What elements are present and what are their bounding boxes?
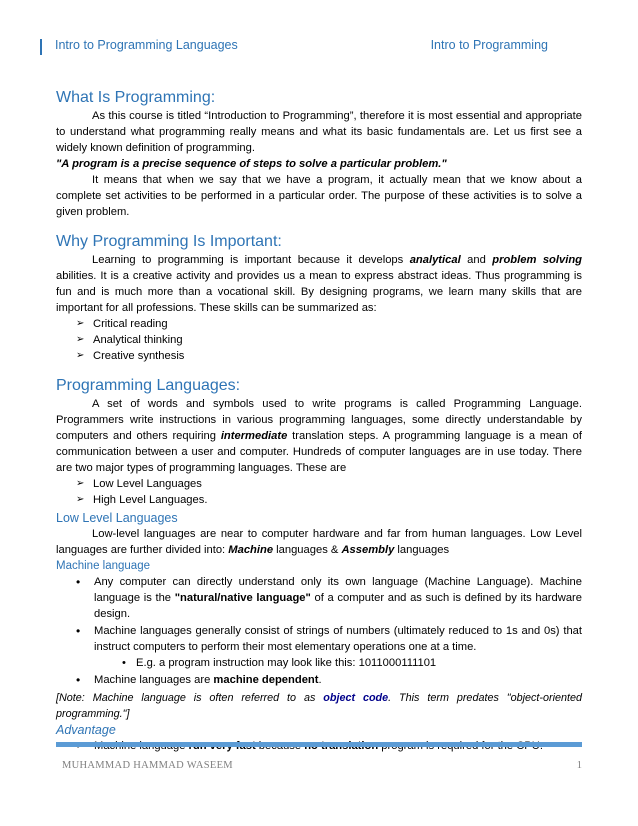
- list-item: [76, 574, 582, 622]
- arrow-bullet-icon: ➢: [76, 494, 85, 505]
- text-run: of a computer and as such is defined by its hardware design.: [94, 592, 582, 620]
- skills-list: [56, 316, 582, 364]
- footer-accent-bar: [56, 742, 582, 747]
- example-sublist: [94, 655, 582, 671]
- footer-author-name: MUHAMMAD HAMMAD WASEEM: [62, 760, 233, 771]
- heading-low-level-languages: Low Level Languages: [56, 511, 178, 525]
- emphasis-analytical: analytical: [409, 254, 461, 266]
- small-bullet-icon: •: [122, 657, 126, 669]
- text-run: abilities. It is a creative activity and provides us a mean to express abstract ideas. Thus programming is fun and is much more than a vocational skill. By designing programs, we learn many skills that are important for all professions. These skills can be summarized as:: [56, 270, 582, 314]
- text-run: languages &: [273, 544, 342, 556]
- arrow-bullet-icon: ➢: [76, 350, 85, 361]
- text-run: Learning to programming is important because it develops: [92, 254, 410, 266]
- text-run: A set of words and symbols used to write programs is called Programming Language. Programmers write instructions in various programming languages, some directly understandable by computers and others requiring: [56, 398, 582, 442]
- text-run: [Note: Machine language is often referred to as: [56, 692, 324, 704]
- emphasis-object-code: object code: [323, 692, 389, 704]
- language-types-list: [56, 476, 582, 508]
- heading-machine-language: Machine language: [56, 560, 150, 572]
- dot-bullet-icon: •: [76, 673, 81, 687]
- list-item-text: Analytical thinking: [93, 334, 183, 346]
- text-run: .: [318, 674, 322, 686]
- list-item: [76, 672, 582, 688]
- list-item-text: Critical reading: [93, 318, 168, 330]
- heading-programming-languages: Programming Languages:: [56, 377, 241, 394]
- emphasis-intermediate: intermediate: [220, 430, 288, 442]
- text-run: and: [460, 254, 493, 266]
- definition-quote-text: "A program is a precise sequence of steps to solve a particular problem.": [56, 158, 447, 170]
- heading-what-is-programming: What Is Programming:: [56, 89, 216, 106]
- paragraph-programming-languages: [56, 396, 582, 476]
- list-item: [122, 655, 582, 671]
- document-body: [56, 88, 582, 755]
- text-run: translation steps. A programming language is a mean of communication between a user and computer. Hundreds of computer languages are in use today. There are two major types of programming languages. These are: [56, 430, 582, 474]
- dot-bullet-icon: •: [76, 575, 81, 589]
- header-right-title: Intro to Programming: [430, 38, 548, 52]
- list-item: [76, 623, 582, 671]
- list-item-text: Low Level Languages: [93, 478, 202, 490]
- list-item: [76, 492, 582, 508]
- machine-language-list: [56, 574, 582, 688]
- list-item: [76, 476, 582, 492]
- paragraph-program-meaning: It means that when we say that we have a program, it actually mean that we know about a complete set activities to be performed in a particular order. The purpose of these activities is to solve a given problem.: [56, 174, 582, 218]
- text-run: Machine languages generally consist of strings of numbers (ultimately reduced to 1s and 0s) that instruct computers to perform their most elementary operations one at a time.: [94, 625, 582, 653]
- header-left-title: Intro to Programming Languages: [55, 38, 238, 52]
- emphasis-assembly: Assembly: [341, 544, 395, 556]
- emphasis-native-language: "natural/native language": [174, 592, 311, 604]
- paragraph-low-level: [56, 526, 582, 558]
- list-item-text: High Level Languages.: [93, 494, 208, 506]
- paragraph-why-important: [56, 252, 582, 316]
- heading-advantage: Advantage: [56, 723, 116, 737]
- arrow-bullet-icon: ➢: [76, 334, 85, 345]
- list-item-text: E.g. a program instruction may look like this: 1011000111101: [136, 657, 437, 669]
- page-header: [40, 38, 580, 56]
- text-run: . This term predates "object-oriented programming."]: [56, 692, 583, 720]
- text-run: Machine languages are: [94, 674, 214, 686]
- paragraph-course-intro: As this course is titled “Introduction to Programming”, therefore it is most essential and appropriate to understand what programming really means and what its basic fundamentals are. Let us first see a widely known definition of programming.: [56, 110, 582, 154]
- note-object-code: [56, 690, 582, 722]
- emphasis-machine: Machine: [228, 544, 274, 556]
- list-item: [76, 316, 582, 332]
- definition-quote: [56, 156, 582, 172]
- list-item: [76, 332, 582, 348]
- emphasis-problem-solving: problem solving: [492, 254, 583, 266]
- text-run: Low-level languages are near to computer hardware and far from human languages. Low Level languages are further divided into:: [56, 528, 582, 556]
- text-run: languages: [394, 544, 450, 556]
- text-run: Any computer can directly understand only its own language (Machine Language). Machine language is the: [94, 576, 582, 604]
- arrow-bullet-icon: ➢: [76, 318, 85, 329]
- list-item: [76, 348, 582, 364]
- dot-bullet-icon: •: [76, 624, 81, 638]
- emphasis-machine-dependent: machine dependent: [213, 674, 319, 686]
- arrow-bullet-icon: ➢: [76, 478, 85, 489]
- header-accent-bar: [40, 39, 42, 55]
- heading-why-programming-important: Why Programming Is Important:: [56, 233, 282, 250]
- list-item-text: Creative synthesis: [93, 350, 185, 362]
- footer-page-number: 1: [576, 760, 582, 771]
